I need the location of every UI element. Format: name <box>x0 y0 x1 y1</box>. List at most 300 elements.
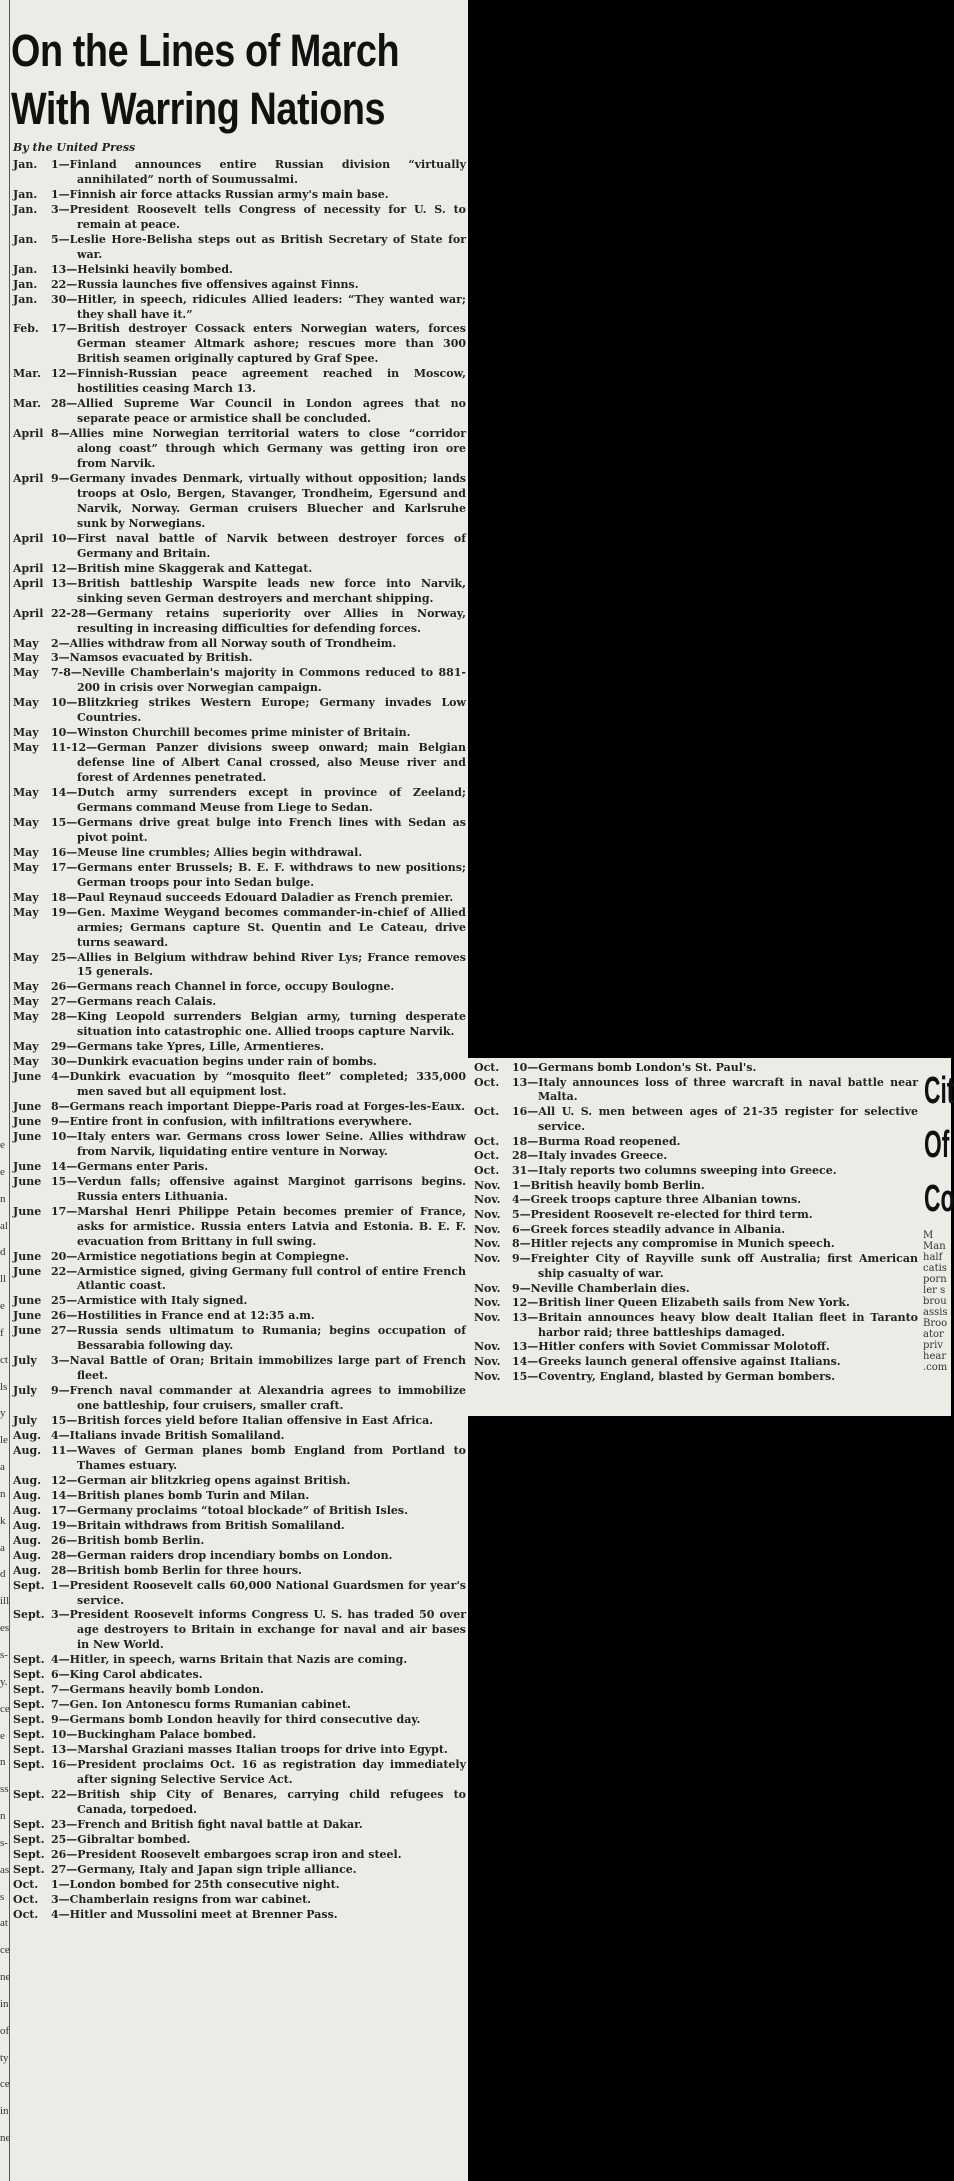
entry-month: Jan. <box>13 277 38 291</box>
chronology-entry <box>13 1893 466 1908</box>
chronology-entry <box>474 1252 918 1281</box>
gutter-fragment: d <box>0 1246 6 1258</box>
chronology-entry <box>13 263 466 278</box>
entry-month: Nov. <box>474 1355 501 1369</box>
chronology-entry <box>13 1504 466 1519</box>
entry-text: 26—British bomb Berlin. <box>51 1533 205 1547</box>
entry-month: Sept. <box>13 1683 45 1697</box>
entry-month: Nov. <box>474 1193 501 1207</box>
entry-month: May <box>13 651 39 665</box>
gutter-fragment: e <box>0 1300 5 1312</box>
entry-text: 18—Burma Road reopened. <box>512 1134 681 1148</box>
entry-month: May <box>13 995 39 1009</box>
gutter-fragment: k <box>0 1515 6 1527</box>
gutter-fragment: ls <box>0 1381 8 1393</box>
entry-text: 10—Italy enters war. Germans cross lower Seine. Allies withdraw from Narvik, liquidating entire venture in Norway. <box>51 1129 466 1158</box>
gutter-fragment: y <box>0 1407 6 1419</box>
chronology-entry <box>474 1208 918 1223</box>
entry-text: 28—British bomb Berlin for three hours. <box>51 1563 302 1577</box>
gutter-fragment: le <box>0 1434 8 1446</box>
entry-month: June <box>13 1249 42 1263</box>
chronology-entry <box>13 1055 466 1070</box>
gutter-fragment: in <box>0 1998 9 2010</box>
adjacent-body-line: assis <box>923 1307 948 1318</box>
entry-text: 25—Gibraltar bombed. <box>51 1832 191 1846</box>
adjacent-body-line: ler s <box>923 1285 946 1296</box>
adjacent-body-text <box>923 1230 951 1373</box>
chronology-entry <box>13 1653 466 1668</box>
entry-text: 14—Germans enter Paris. <box>51 1159 209 1173</box>
entry-text: 3—Chamberlain resigns from war cabinet. <box>51 1892 312 1906</box>
entry-month: Aug. <box>13 1533 42 1547</box>
adjacent-body-line: .com <box>923 1362 948 1373</box>
chronology-entry <box>13 1683 466 1698</box>
entry-month: Jan. <box>13 262 38 276</box>
chronology-entry <box>474 1105 918 1134</box>
entry-text: 4—Dunkirk evacuation by “mosquito fleet” completed; 335,000 men saved but all equipment lost. <box>51 1070 466 1099</box>
chronology-entry <box>13 1324 466 1354</box>
chronology-entry <box>13 1265 466 1295</box>
main-column <box>0 0 468 2181</box>
entry-text: 10—Blitzkrieg strikes Western Europe; Germany invades Low Countries. <box>51 696 466 725</box>
chronology-entry <box>13 1160 466 1175</box>
chronology-entry <box>13 1564 466 1579</box>
chronology-entry <box>474 1340 918 1355</box>
entry-text: 4—Hitler and Mussolini meet at Brenner Pass. <box>51 1907 338 1921</box>
gutter-fragment: f <box>0 1327 4 1339</box>
entry-month: April <box>13 531 44 545</box>
entry-text: 17—Germans enter Brussels; B. E. F. withdraws to new positions; German troops pour into Sedan bulge. <box>51 860 466 889</box>
chronology-entry <box>13 1294 466 1309</box>
chronology-entry <box>13 666 466 696</box>
entry-month: Aug. <box>13 1473 42 1487</box>
chronology-entry <box>13 1713 466 1728</box>
chronology-entry <box>13 158 466 188</box>
gutter-fragment: s- <box>0 1649 8 1661</box>
entry-text: 13—British battleship Warspite leads new force into Narvik, sinking seven German destroyers and merchant shipping. <box>51 576 466 605</box>
adjacent-body-line: catis <box>923 1263 947 1274</box>
entry-text: 26—Hostilities in France end at 12:35 a.m. <box>51 1309 315 1323</box>
entry-month: Sept. <box>13 1817 45 1831</box>
adjacent-body-line: Man <box>923 1241 946 1252</box>
adjacent-headline-line: Of <box>924 1124 950 1166</box>
entry-month: May <box>13 1040 39 1054</box>
entry-text: 27—Russia sends ultimatum to Rumania; begins occupation of Bessarabia following day. <box>51 1324 466 1353</box>
entry-month: July <box>13 1414 37 1428</box>
chronology-entry <box>13 1818 466 1833</box>
entry-month: Oct. <box>474 1061 500 1074</box>
entry-text: 15—Germans drive great bulge into French lines with Sedan as pivot point. <box>51 815 466 844</box>
entry-month: Sept. <box>13 1713 45 1727</box>
chronology-entry <box>474 1061 918 1076</box>
gutter-fragment: at <box>0 1917 8 1929</box>
entry-text: 5—Leslie Hore-Belisha steps out as British Secretary of State for war. <box>51 232 466 261</box>
entry-text: 26—President Roosevelt embargoes scrap iron and steel. <box>51 1847 402 1861</box>
gutter-fragment: ne <box>0 2132 11 2144</box>
chronology-entry <box>13 188 466 203</box>
entry-text: 9—Germany invades Denmark, virtually without opposition; lands troops at Oslo, Bergen, Stavanger, Trondheim, Egersund and Narvik, Norway. German cruisers Bluecher and Karlsruhe sunk by Norwegians. <box>51 472 466 530</box>
gutter-fragment: e <box>0 1166 5 1178</box>
entry-month: Oct. <box>474 1105 500 1119</box>
entry-month: Nov. <box>474 1340 501 1354</box>
chronology-entry <box>474 1237 918 1252</box>
chronology-entry <box>13 1519 466 1534</box>
entry-month: Sept. <box>13 1698 45 1712</box>
chronology-entry <box>13 1489 466 1504</box>
entry-text: 17—British destroyer Cossack enters Norwegian waters, forces German steamer Altmark ashore; rescues more than 300 British seamen originally captured by Graf Spee. <box>51 322 466 366</box>
entry-month: June <box>13 1115 42 1128</box>
entry-text: 1—London bombed for 25th consecutive night. <box>51 1877 340 1891</box>
chronology-entry <box>13 1549 466 1564</box>
entry-text: 1—President Roosevelt calls 60,000 National Guardsmen for year's service. <box>51 1578 466 1607</box>
headline-line-2: With Warring Nations <box>11 83 386 134</box>
chronology-entry <box>13 532 466 562</box>
entry-month: Jan. <box>13 232 38 246</box>
gutter-fragment: e <box>0 1139 5 1151</box>
entry-month: Jan. <box>13 202 38 216</box>
headline-line-1: On the Lines of March <box>11 25 400 76</box>
entry-text: 17—Marshal Henri Philippe Petain becomes premier of France, asks for armistice. Russia enters Latvia and Estonia. B. E. F. evacuation from Brittany in full swing. <box>51 1204 466 1248</box>
entry-month: Aug. <box>13 1563 42 1577</box>
chronology-entry <box>13 637 466 652</box>
chronology-entry <box>474 1355 918 1370</box>
entry-text: 7—Gen. Ion Antonescu forms Rumanian cabinet. <box>51 1698 351 1712</box>
chronology-entry <box>474 1135 918 1150</box>
entry-text: 6—King Carol abdicates. <box>51 1668 203 1682</box>
adjacent-body-line: M <box>923 1230 934 1241</box>
chronology-entry <box>13 1309 466 1324</box>
chronology-entry <box>13 607 466 637</box>
entry-text: 16—President proclaims Oct. 16 as registration day immediately after signing Selective Service Act. <box>51 1757 466 1786</box>
adjacent-body-line: half <box>923 1252 943 1263</box>
entry-text: 10—Germans bomb London's St. Paul's. <box>512 1061 757 1074</box>
chronology-entry <box>13 203 466 233</box>
entry-month: June <box>13 1309 42 1323</box>
entry-month: Oct. <box>474 1163 500 1177</box>
entry-text: 13—Marshal Graziani masses Italian troops for drive into Egypt. <box>51 1743 448 1757</box>
chronology-entry <box>13 293 466 323</box>
chronology-entry <box>13 1354 466 1384</box>
entry-text: 13—Britain announces heavy blow dealt Italian fleet in Taranto harbor raid; three battleships damaged. <box>512 1310 918 1339</box>
entry-month: Sept. <box>13 1668 45 1682</box>
entry-text: 28—German raiders drop incendiary bombs on London. <box>51 1548 393 1562</box>
entry-month: Sept. <box>13 1862 45 1876</box>
entry-text: 4—Hitler, in speech, warns Britain that Nazis are coming. <box>51 1653 408 1667</box>
entry-text: 3—Naval Battle of Oran; Britain immobilizes large part of French fleet. <box>51 1354 466 1383</box>
chronology-entry <box>13 427 466 472</box>
entry-text: 31—Italy reports two columns sweeping into Greece. <box>512 1163 837 1177</box>
entry-month: Nov. <box>474 1369 501 1383</box>
chronology-entry <box>474 1193 918 1208</box>
chronology-entry <box>13 1908 466 1923</box>
chronology-entry <box>13 1205 466 1250</box>
entry-text: 27—Germany, Italy and Japan sign triple alliance. <box>51 1862 357 1876</box>
entry-month: Aug. <box>13 1488 42 1502</box>
chronology-entry <box>474 1282 918 1297</box>
entry-month: Jan. <box>13 187 38 201</box>
chronology-entry <box>13 696 466 726</box>
gutter-fragment: n <box>0 1810 6 1822</box>
entry-month: Nov. <box>474 1281 501 1295</box>
chronology-entry <box>13 1668 466 1683</box>
gutter-fragment: of <box>0 2025 10 2037</box>
entry-text: 11-12—German Panzer divisions sweep onward; main Belgian defense line of Albert Canal crossed, also Meuse river and forest of Ardennes penetrated. <box>51 741 466 785</box>
entry-month: April <box>13 606 44 620</box>
chronology-entry <box>13 1100 466 1115</box>
entry-text: 12—German air blitzkrieg opens against British. <box>51 1473 351 1487</box>
gutter-fragment: n <box>0 1756 6 1768</box>
entry-text: 6—Greek forces steadily advance in Albania. <box>512 1222 786 1236</box>
entry-text: 12—British liner Queen Elizabeth sails from New York. <box>512 1296 850 1310</box>
chronology-entry <box>13 1848 466 1863</box>
entry-text: 9—Germans bomb London heavily for third consecutive day. <box>51 1713 421 1727</box>
adjacent-headline-line: Co <box>924 1178 954 1220</box>
chronology-entry <box>13 1534 466 1549</box>
chronology-entry <box>13 1115 466 1130</box>
entry-month: April <box>13 576 44 590</box>
entry-month: April <box>13 427 44 441</box>
entry-text: 14—Greeks launch general offensive against Italians. <box>512 1355 841 1369</box>
chronology-entry <box>13 1130 466 1160</box>
entry-text: 14—Dutch army surrenders except in province of Zeeland; Germans command Meuse from Liege to Sedan. <box>51 786 466 814</box>
entry-month: Jan. <box>13 158 38 171</box>
entry-month: April <box>13 561 44 575</box>
entry-text: 12—Finnish-Russian peace agreement reached in Moscow, hostilities ceasing March 13. <box>51 367 466 396</box>
entry-month: May <box>13 726 39 740</box>
entry-month: Nov. <box>474 1222 501 1236</box>
entry-text: 22-28—Germany retains superiority over Allies in Norway, resulting in increasing difficulties for defending forces. <box>51 606 466 635</box>
entry-month: Nov. <box>474 1178 501 1192</box>
continuation-column <box>468 1058 920 1416</box>
entry-month: Sept. <box>13 1728 45 1742</box>
gutter-fragment: ill <box>0 1595 10 1607</box>
gutter-fragment: n <box>0 1193 6 1205</box>
chronology-list-continued <box>474 1061 918 1384</box>
gutter-fragment: ce <box>0 1944 10 1956</box>
entry-text: 9—Neville Chamberlain dies. <box>512 1281 690 1295</box>
gutter-fragment: d <box>0 1568 6 1580</box>
entry-text: 30—Dunkirk evacuation begins under rain of bombs. <box>51 1055 377 1069</box>
chronology-entry <box>474 1296 918 1311</box>
entry-text: 19—Gen. Maxime Weygand becomes commander-in-chief of Allied armies; Germans capture St. Quentin and Le Cateau, drive turns seaward. <box>51 905 466 949</box>
entry-text: 11—Waves of German planes bomb England from Portland to Thames estuary. <box>51 1443 466 1472</box>
adjacent-body-line: priv <box>923 1340 944 1351</box>
entry-text: 2—Allies withdraw from all Norway south of Trondheim. <box>51 636 397 650</box>
gutter-fragment: y. <box>0 1676 8 1688</box>
chronology-entry <box>474 1076 918 1105</box>
chronology-entry <box>13 651 466 666</box>
entry-month: Aug. <box>13 1548 42 1562</box>
entry-text: 1—Finland announces entire Russian division “virtually annihilated” north of Soumussalmi. <box>51 158 466 186</box>
entry-month: May <box>13 860 39 874</box>
gutter-fragment: ty <box>0 2052 9 2064</box>
entry-month: Oct. <box>13 1907 39 1921</box>
entry-text: 28—Italy invades Greece. <box>512 1149 668 1163</box>
entry-month: Oct. <box>474 1075 500 1089</box>
entry-month: June <box>13 1324 42 1338</box>
entry-text: 25—Allies in Belgium withdraw behind River Lys; France removes 15 generals. <box>51 950 466 979</box>
gutter-fragment: ll <box>0 1273 7 1285</box>
entry-month: July <box>13 1354 37 1368</box>
chronology-entry <box>13 846 466 861</box>
entry-month: Sept. <box>13 1832 45 1846</box>
chronology-entry <box>13 1863 466 1878</box>
entry-month: Jan. <box>13 292 38 306</box>
chronology-entry <box>13 1758 466 1788</box>
gutter-fragment: in <box>0 2105 9 2117</box>
entry-text: 10—Winston Churchill becomes prime minister of Britain. <box>51 726 411 740</box>
entry-month: June <box>13 1100 42 1114</box>
chronology-entry <box>13 322 466 367</box>
entry-text: 1—British heavily bomb Berlin. <box>512 1178 705 1192</box>
entry-text: 20—Armistice negotiations begin at Compiegne. <box>51 1249 350 1263</box>
gutter-fragment: al <box>0 1220 8 1232</box>
gutter-fragment: ct <box>0 1354 8 1366</box>
entry-month: May <box>13 950 39 964</box>
entry-text: 3—President Roosevelt informs Congress U. S. has traded 50 over age destroyers to Britain in exchange for naval and air bases in New World. <box>51 1608 466 1652</box>
entry-text: 9—French naval commander at Alexandria agrees to immobilize one battleship, four cruisers, smaller craft. <box>51 1384 466 1413</box>
entry-text: 7—Germans heavily bomb London. <box>51 1683 264 1697</box>
adjacent-body-line: porn <box>923 1274 947 1285</box>
entry-text: 8—Hitler rejects any compromise in Munich speech. <box>512 1237 835 1251</box>
entry-text: 9—Entire front in confusion, with infiltrations everywhere. <box>51 1115 413 1128</box>
entry-month: Sept. <box>13 1787 45 1801</box>
gutter-fragment: a <box>0 1461 5 1473</box>
chronology-entry <box>474 1179 918 1194</box>
entry-text: 13—Helsinki heavily bombed. <box>51 262 233 276</box>
chronology-entry <box>13 995 466 1010</box>
chronology-entry <box>13 1788 466 1818</box>
entry-text: 23—French and British fight naval battle at Dakar. <box>51 1817 363 1831</box>
entry-month: Mar. <box>13 397 41 411</box>
adjacent-body-line: hear <box>923 1351 947 1362</box>
entry-text: 22—British ship City of Benares, carrying child refugees to Canada, torpedoed. <box>51 1787 466 1816</box>
chronology-entry <box>13 1384 466 1414</box>
entry-month: Aug. <box>13 1503 42 1517</box>
entry-month: Nov. <box>474 1296 501 1310</box>
gutter-fragment: n <box>0 1488 6 1500</box>
adjacent-body-line: brou <box>923 1296 947 1307</box>
left-gutter-fragments <box>0 1140 10 2180</box>
entry-text: 8—Germans reach important Dieppe-Paris road at Forges-les-Eaux. <box>51 1100 466 1114</box>
chronology-entry <box>474 1370 918 1385</box>
chronology-entry <box>13 1444 466 1474</box>
entry-month: Sept. <box>13 1608 45 1622</box>
entry-text: 5—President Roosevelt re-elected for third term. <box>512 1208 813 1222</box>
entry-month: May <box>13 696 39 710</box>
entry-text: 22—Russia launches five offensives against Finns. <box>51 277 359 291</box>
chronology-entry <box>13 233 466 263</box>
entry-month: Aug. <box>13 1518 42 1532</box>
entry-text: 26—Germans reach Channel in force, occupy Boulogne. <box>51 980 395 994</box>
entry-text: 9—Freighter City of Rayville sunk off Australia; first American ship casualty of war. <box>512 1252 918 1280</box>
entry-month: June <box>13 1204 42 1218</box>
entry-text: 10—First naval battle of Narvik between destroyer forces of Germany and Britain. <box>51 531 466 560</box>
chronology-entry <box>13 1698 466 1713</box>
entry-month: Sept. <box>13 1847 45 1861</box>
entry-month: Nov. <box>474 1237 501 1251</box>
chronology-entry <box>13 367 466 397</box>
entry-month: Aug. <box>13 1443 42 1457</box>
entry-text: 30—Hitler, in speech, ridicules Allied leaders: “They wanted war; they shall have it.” <box>51 292 466 321</box>
chronology-entry <box>13 1175 466 1205</box>
adjacent-body-line: Broo <box>923 1318 948 1329</box>
chronology-entry <box>13 397 466 427</box>
entry-month: July <box>13 1384 37 1398</box>
gutter-fragment: es <box>0 1622 10 1634</box>
chronology-entry <box>13 891 466 906</box>
gutter-fragment: s <box>0 1891 5 1903</box>
entry-text: 17—Germany proclaims “totoal blockade” of British Isles. <box>51 1503 408 1517</box>
entry-month: May <box>13 666 39 680</box>
entry-text: 22—Armistice signed, giving Germany full control of entire French Atlantic coast. <box>51 1264 466 1293</box>
entry-text: 4—Italians invade British Somaliland. <box>51 1429 285 1443</box>
entry-month: Sept. <box>13 1653 45 1667</box>
entry-month: May <box>13 890 39 904</box>
chronology-entry <box>13 1040 466 1055</box>
chronology-entry <box>474 1223 918 1238</box>
entry-text: 7-8—Neville Chamberlain's majority in Commons reduced to 881-200 in crisis over Norwegian campaign. <box>51 666 466 695</box>
entry-month: Oct. <box>474 1149 500 1163</box>
entry-text: 25—Armistice with Italy signed. <box>51 1294 248 1308</box>
chronology-entry <box>13 726 466 741</box>
entry-text: 13—Italy announces loss of three warcraft in naval battle near Malta. <box>512 1075 918 1104</box>
entry-month: May <box>13 1010 39 1024</box>
chronology-entry <box>13 906 466 951</box>
chronology-entry <box>13 741 466 786</box>
chronology-entry <box>13 1833 466 1848</box>
chronology-entry <box>474 1311 918 1340</box>
chronology-entry <box>13 951 466 981</box>
entry-month: Sept. <box>13 1757 45 1771</box>
chronology-entry <box>13 1010 466 1040</box>
entry-month: Feb. <box>13 322 39 336</box>
entry-month: April <box>13 472 44 486</box>
entry-text: 16—Meuse line crumbles; Allies begin withdrawal. <box>51 845 363 859</box>
entry-month: May <box>13 741 39 755</box>
chronology-entry <box>13 1579 466 1609</box>
entry-text: 18—Paul Reynaud succeeds Edouard Daladier as French premier. <box>51 890 454 904</box>
entry-text: 1—Finnish air force attacks Russian army's main base. <box>51 187 389 201</box>
chronology-entry <box>13 1414 466 1429</box>
entry-text: 15—Coventry, England, blasted by German bombers. <box>512 1369 836 1383</box>
entry-month: Oct. <box>474 1134 500 1148</box>
entry-month: May <box>13 845 39 859</box>
entry-month: Oct. <box>13 1877 39 1891</box>
gutter-fragment: a <box>0 1542 5 1554</box>
entry-text: 16—All U. S. men between ages of 21-35 register for selective service. <box>512 1105 918 1133</box>
adjacent-headline-line: Cit <box>924 1070 954 1112</box>
entry-text: 29—Germans take Ypres, Lille, Armentieres. <box>51 1040 325 1054</box>
entry-month: May <box>13 636 39 650</box>
entry-month: May <box>13 786 39 800</box>
adjacent-article-fragment <box>920 1058 954 1416</box>
gutter-fragment: s- <box>0 1837 8 1849</box>
chronology-entry <box>474 1149 918 1164</box>
byline: By the United Press <box>13 141 136 154</box>
entry-text: 15—Verdun falls; offensive against Marginot garrisons begins. Russia enters Lithuania. <box>51 1174 466 1203</box>
entry-text: 14—British planes bomb Turin and Milan. <box>51 1488 310 1502</box>
entry-text: 15—British forces yield before Italian offensive in East Africa. <box>51 1414 434 1428</box>
entry-text: 3—Namsos evacuated by British. <box>51 651 253 665</box>
gutter-fragment: ce <box>0 1703 10 1715</box>
entry-month: June <box>13 1174 42 1188</box>
gutter-fragment: ce <box>0 2078 10 2090</box>
headline <box>11 22 400 138</box>
chronology-entry <box>13 1608 466 1653</box>
entry-month: Nov. <box>474 1208 501 1222</box>
chronology-entry <box>13 980 466 995</box>
